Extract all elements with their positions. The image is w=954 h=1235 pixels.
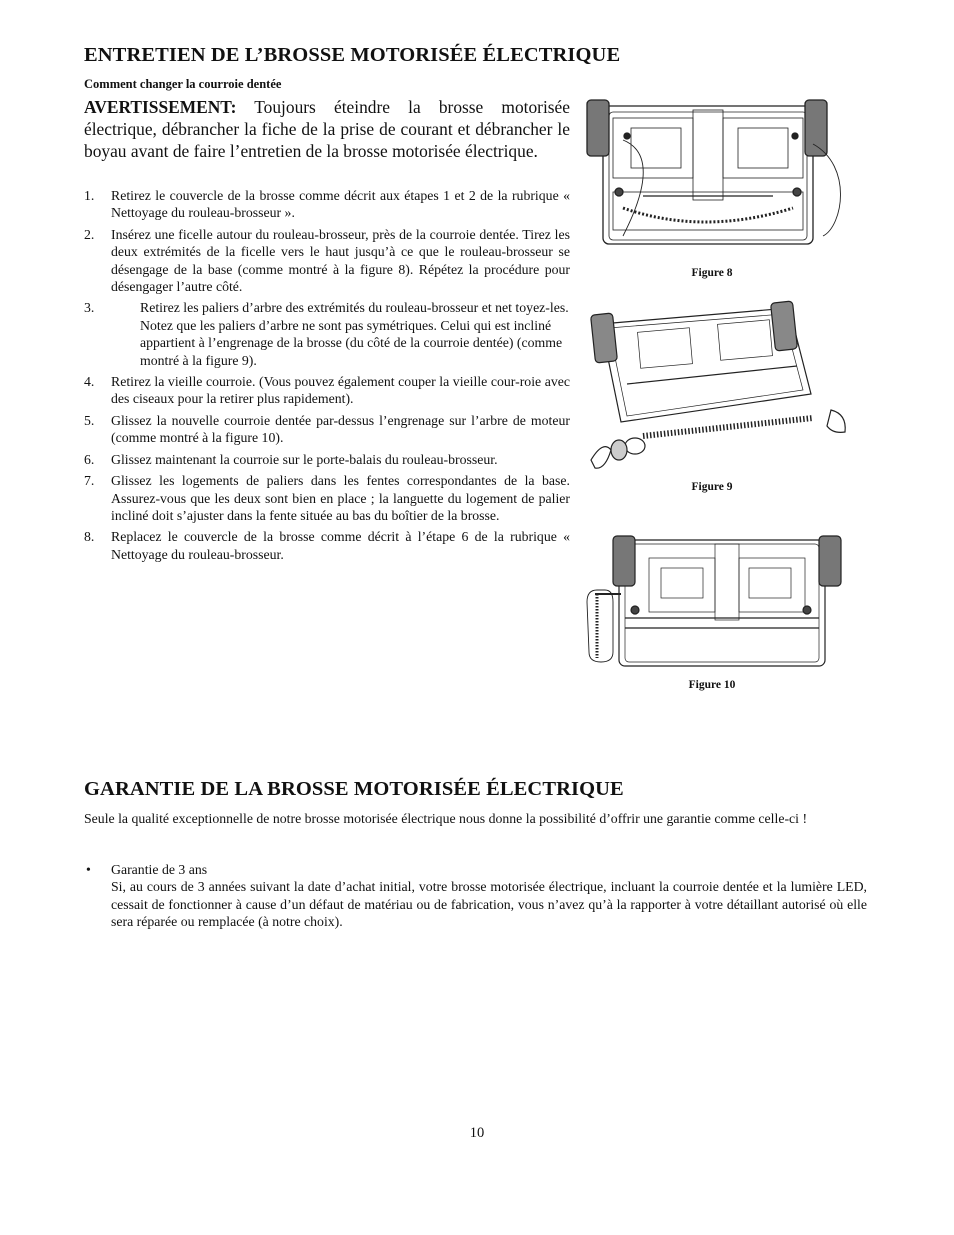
step-text: Glissez maintenant la courroie sur le porte-balais du rouleau-brosseur.: [111, 451, 498, 467]
warning-text: Toujours éteindre la brosse motorisée électrique, débrancher la fiche de la prise de courant et débrancher le boyau avant de faire l’entretien de la brosse motorisée électrique.: [84, 97, 570, 161]
section-title-maintenance: ENTRETIEN DE L’BROSSE MOTORISÉE ÉLECTRIQUE: [84, 44, 621, 66]
warranty-bullet: [84, 861, 867, 931]
step-text: Replacez le couvercle de la brosse comme décrit à l’étape 6 de la rubrique « Nettoyage du rouleau-brosseur.: [111, 529, 570, 562]
step-text: Insérez une ficelle autour du rouleau-brosseur, près de la courroie dentée. Tirez les deux extrémités de la ficelle vers le haut jusqu’à ce que le rouleau-brosseur se désengage de la base (comme montré à la figure 8). Répétez la procédure pour désengager l’autre côté.: [111, 226, 570, 295]
step-text: Retirez les paliers d’arbre des extrémités du rouleau-brosseur et net toyez-les. Notez que les paliers d’arbre ne sont pas symétriques. Celui qui est incliné appartient à l’engrenage de la brosse (du côté de la courroie dentée) (comme montré à la figure 9).: [140, 300, 569, 368]
step-number: 6.: [84, 451, 95, 467]
step-number: 3.: [84, 300, 95, 316]
step-text: Retirez la vieille courroie. (Vous pouvez également couper la vieille cour-roie avec des ciseaux pour la retirer plus rapidement).: [111, 374, 570, 407]
step-item: [84, 528, 570, 563]
figure-9-illustration: [583, 300, 855, 478]
figure-8-illustration: [583, 96, 855, 252]
warranty-intro: Seule la qualité exceptionnelle de notre brosse motorisée électrique nous donne la possibilité d’offrir une garantie comme celle-ci !: [84, 811, 808, 826]
figure-10-caption: Figure 10: [688, 679, 736, 691]
steps-list: [84, 187, 570, 567]
step-text: Retirez le couvercle de la brosse comme décrit aux étapes 1 et 2 de la rubrique « Nettoyage du rouleau-brosseur ».: [111, 188, 570, 221]
figure-10-illustration: [583, 532, 855, 672]
step-number: 4.: [84, 374, 95, 390]
step-number: 1.: [84, 188, 95, 203]
step-item: [84, 472, 570, 524]
step-number: 8.: [84, 529, 95, 545]
step-item: [84, 187, 570, 222]
warning-label: AVERTISSEMENT:: [84, 97, 237, 117]
step-item: [84, 373, 570, 408]
step-number: 5.: [84, 412, 95, 428]
warranty-bullet-title: Garantie de 3 ans: [111, 862, 208, 877]
figure-8-caption: Figure 8: [691, 267, 733, 279]
subsection-title: Comment changer la courroie dentée: [84, 77, 282, 91]
bullet-symbol: •: [86, 862, 91, 877]
figure-9-caption: Figure 9: [691, 481, 733, 493]
page-number: 10: [469, 1125, 485, 1141]
warning-paragraph: [84, 96, 570, 162]
step-number: 2.: [84, 226, 95, 242]
step-item: [84, 451, 570, 468]
step-item: [84, 299, 570, 369]
step-text: Glissez la nouvelle courroie dentée par-dessus l’engrenage sur l’arbre de moteur (comme montré à la figure 10).: [111, 412, 570, 446]
section-title-warranty: GARANTIE DE LA BROSSE MOTORISÉE ÉLECTRIQUE: [84, 778, 624, 800]
step-item: [84, 412, 570, 447]
step-item: [84, 226, 570, 296]
warranty-bullet-text: Si, au cours de 3 années suivant la date d’achat initial, votre brosse motorisée électrique, incluant la courroie dentée et la lumière LED, cessait de fonctionner à cause d’un défaut de matériau ou de fabrication, vous n’avez qu’à la rapporter à votre détaillant autorisé où elle sera réparée ou remplacée (à notre choix).: [111, 879, 867, 930]
step-number: 7.: [84, 473, 95, 489]
step-text: Glissez les logements de paliers dans les fentes correspondantes de la base. Assurez-vous que les deux sont bien en place ; la languette du logement de palier incliné doit s’ajuster dans la fente située au bas du boîtier de la brosse.: [111, 473, 570, 523]
